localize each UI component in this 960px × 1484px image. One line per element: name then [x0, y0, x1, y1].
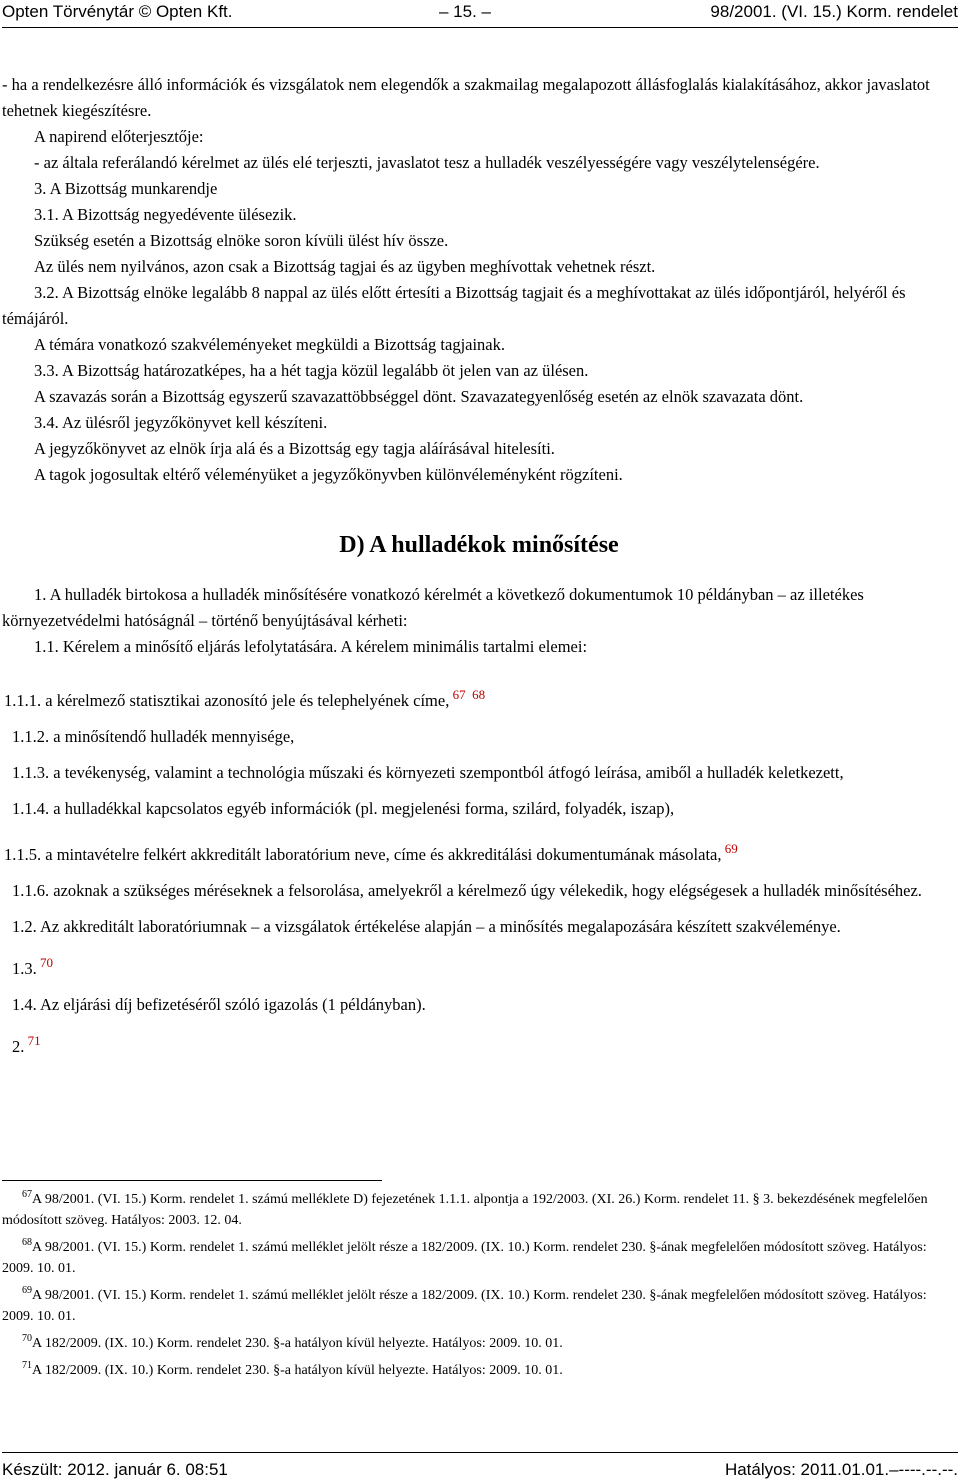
footnote: $^{67}$A 98/2001. (VI. 15.) Korm. rendelet 1. számú melléklete D) fejezetének 1.1.1. alpontja a 192/2003. (XI. 26.) Korm. rendelet 11. § 3. bekezdésének megfelelően módosított szöveg. Hatályos: 2003. 12. 04.: [2, 1189, 928, 1228]
footnote: $^{69}$A 98/2001. (VI. 15.) Korm. rendelet 1. számú melléklet jelölt része a 182/2009. (IX. 10.) Korm. rendelet 230. §-ának megfelelően módosított szöveg. Hatályos: 2009. 10. 01.: [2, 1285, 927, 1324]
paragraph: - ha a rendelkezésre álló információk és vizsgálatok nem elegendők a szakmailag megalapozott állásfoglalás kialakításához, akkor javaslatot tehetnek kiegészítésre.: [2, 75, 930, 120]
footnote: $^{71}$A 182/2009. (IX. 10.) Korm. rendelet 230. §-a hatályon kívül helyezte. Hatályos: 2009. 10. 01.: [22, 1360, 563, 1378]
paragraph: 3.1. A Bizottság negyedévente ülésezik.: [34, 205, 297, 224]
paragraph: 3.4. Az ülésről jegyzőkönyvet kell készíteni.: [34, 413, 328, 432]
list-item: 1.1.5. a mintavételre felkért akkreditált laboratórium neve, címe és akkreditálási dokumentumának másolata, $^{69}$: [4, 841, 738, 864]
list-item: 1.3. $^{70}$: [12, 955, 53, 978]
list-item: 1.1.4. a hulladékkal kapcsolatos egyéb információk (pl. megjelenési forma, szilárd, folyadék, iszap),: [12, 799, 675, 818]
list-item: 1.1.1. a kérelmező statisztikai azonosító jele és telephelyének címe, $^{67 68}$: [4, 687, 486, 710]
list-item: 1.4. Az eljárási díj befizetéséről szóló igazolás (1 példányban).: [12, 995, 426, 1014]
paragraph: A jegyzőkönyvet az elnök írja alá és a Bizottság egy tagja aláírásával hitelesíti.: [34, 439, 555, 458]
footnotes: [2, 1184, 956, 1382]
footnote-ref[interactable]: 67 68: [452, 687, 486, 702]
document-body: [0, 72, 958, 1060]
footnote: $^{68}$A 98/2001. (VI. 15.) Korm. rendelet 1. számú melléklet jelölt része a 182/2009. (IX. 10.) Korm. rendelet 230. §-ának megfelelően módosított szöveg. Hatályos: 2009. 10. 01.: [2, 1237, 927, 1276]
paragraph: A témára vonatkozó szakvéleményeket megküldi a Bizottság tagjainak.: [34, 335, 506, 354]
footnote: $^{70}$A 182/2009. (IX. 10.) Korm. rendelet 230. §-a hatályon kívül helyezte. Hatályos: 2009. 10. 01.: [22, 1333, 563, 1351]
header-page-number: – 15. –: [439, 2, 491, 21]
footnote-ref[interactable]: 71: [27, 1033, 41, 1048]
list-item: 1.1.6. azoknak a szükséges méréseknek a felsorolása, amelyekről a kérelmező úgy vélekedik, hogy elégségesek a hulladék minősítéséhez.: [12, 881, 922, 900]
footnote-ref[interactable]: 70: [40, 955, 53, 970]
footer-rule: [2, 1452, 958, 1453]
footer-created: Készült: 2012. január 6. 08:51: [2, 1460, 228, 1479]
list-item: 1.2. Az akkreditált laboratóriumnak – a vizsgálatok értékelése alapján – a minősítés megalapozására készített szakvéleménye.: [12, 917, 841, 936]
paragraph: Az ülés nem nyilvános, azon csak a Bizottság tagjai és az ügyben meghívottak vehetnek részt.: [34, 257, 656, 276]
page-header: [2, 2, 958, 26]
header-publisher: Opten Törvénytár © Opten Kft.: [2, 2, 233, 21]
footer-effective: Hatályos: 2011.01.01.–----.--.--.: [724, 1460, 958, 1479]
footnote-ref[interactable]: 69: [724, 841, 738, 856]
paragraph: A szavazás során a Bizottság egyszerű szavazattöbbséggel dönt. Szavazategyenlőség esetén az elnök szavazata dönt.: [34, 387, 804, 406]
paragraph: 1.1. Kérelem a minősítő eljárás lefolytatására. A kérelem minimális tartalmi elemei:: [34, 637, 588, 656]
footnote-rule: [2, 1180, 382, 1181]
list-item: 1.1.2. a minősítendő hulladék mennyisége,: [12, 727, 295, 746]
paragraph: - az általa referálandó kérelmet az ülés elé terjeszti, javaslatot tesz a hulladék veszélyességére vagy veszélytelenségére.: [34, 153, 820, 172]
header-rule: [2, 27, 958, 28]
paragraph: 1. A hulladék birtokosa a hulladék minősítésére vonatkozó kérelmét a következő dokumentumok 10 példányban – az illetékes környezetvédelmi hatóságnál – történő benyújtásával kérheti:: [2, 585, 864, 630]
header-regulation: 98/2001. (VI. 15.) Korm. rendelet: [710, 2, 958, 21]
paragraph: A tagok jogosultak eltérő véleményüket a jegyzőkönyvben különvéleményként rögzíteni.: [34, 465, 623, 484]
paragraph: A napirend előterjesztője:: [34, 127, 204, 146]
list-item: 1.1.3. a tevékenység, valamint a technológia műszaki és környezeti szempontból átfogó leírása, amiből a hulladék keletkezett,: [12, 763, 844, 782]
list-item: 2. $^{71}$: [12, 1033, 41, 1056]
paragraph: 3.3. A Bizottság határozatképes, ha a hét tagja közül legalább öt jelen van az ülésen.: [34, 361, 589, 380]
paragraph: 3.2. A Bizottság elnöke legalább 8 nappal az ülés előtt értesíti a Bizottság tagjait és a meghívottakat az ülés időpontjáról, helyéről és témájáról.: [2, 283, 906, 328]
paragraph: Szükség esetén a Bizottság elnöke soron kívüli ülést hív össze.: [34, 231, 449, 250]
subsection-heading: 3. A Bizottság munkarendje: [34, 179, 218, 198]
section-title: D) A hulladékok minősítése: [339, 532, 619, 558]
